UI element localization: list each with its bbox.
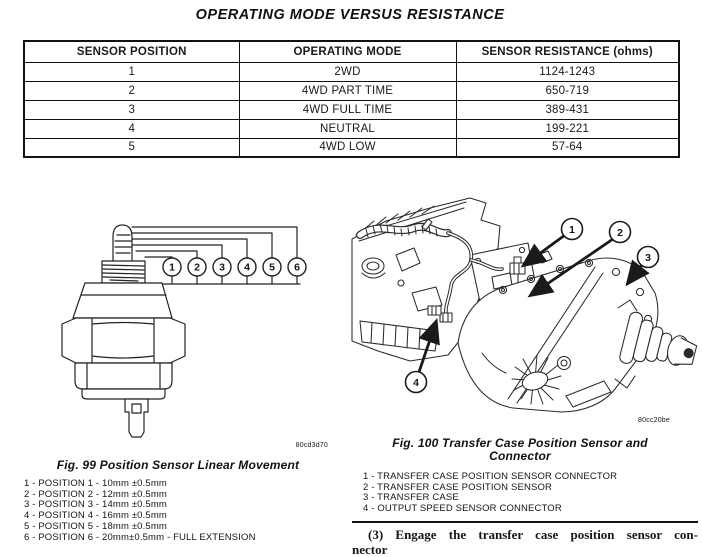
step-text-line: (3) Engage the transfer case position sensor con- (368, 527, 698, 542)
legend-item: 2 - TRANSFER CASE POSITION SENSOR (363, 481, 553, 493)
sensor-threads (102, 261, 145, 283)
fig99-callouts (163, 258, 306, 276)
output-speed-sensor-connector (428, 306, 441, 315)
sensor-plunger (113, 225, 132, 261)
cell-resistance: 199-221 (456, 119, 679, 138)
page-title: OPERATING MODE VERSUS RESISTANCE (195, 7, 505, 23)
table-header-row (24, 41, 679, 62)
cell-resistance: 1124-1243 (456, 62, 679, 81)
callout-3: 3 (219, 261, 225, 274)
legend-item: 4 - OUTPUT SPEED SENSOR CONNECTOR (363, 503, 562, 515)
table-row (24, 81, 679, 100)
table-row (24, 62, 679, 81)
step-text-clipped-line: nector (352, 542, 388, 557)
sensor-body-lower (75, 363, 172, 399)
table-row (24, 138, 679, 157)
cell-position: 4 (24, 119, 239, 138)
procedure-step-3 (352, 527, 698, 557)
fig100-caption-line2: Connector (489, 449, 551, 463)
cell-mode: 2WD (239, 62, 456, 81)
legend-item: 6 - POSITION 6 - 20mm±0.5mm - FULL EXTENSION (24, 531, 256, 543)
cell-mode: 4WD LOW (239, 138, 456, 157)
sensor-terminal-tab (125, 399, 148, 437)
fig100-caption-line1: Fig. 100 Transfer Case Position Sensor and (392, 436, 648, 450)
legend-item: 1 - POSITION 1 - 10mm ±0.5mm (24, 478, 167, 489)
callout-1: 1 (169, 261, 175, 274)
legend-item: 4 - POSITION 4 - 16mm ±0.5mm (24, 510, 167, 522)
cell-resistance: 650-719 (456, 81, 679, 100)
cell-position: 2 (24, 81, 239, 100)
legend-item: 1 - TRANSFER CASE POSITION SENSOR CONNECTOR (363, 471, 618, 482)
cell-position: 3 (24, 100, 239, 119)
col-header-sensor-position: SENSOR POSITION (24, 41, 239, 62)
fig100-code: 80cc20be (638, 417, 670, 424)
legend-item: 2 - POSITION 2 - 12mm ±0.5mm (24, 488, 167, 500)
callout-2: 2 (617, 227, 623, 239)
callout-2: 2 (194, 261, 200, 274)
cell-position: 5 (24, 138, 239, 157)
resistance-table (23, 40, 680, 158)
col-header-operating-mode: OPERATING MODE (239, 41, 456, 62)
legend-item: 5 - POSITION 5 - 18mm ±0.5mm (24, 520, 167, 532)
callout-6: 6 (294, 261, 300, 274)
table-row (24, 119, 679, 138)
callout-3: 3 (645, 252, 651, 264)
callout-4: 4 (413, 377, 419, 389)
cell-resistance: 389-431 (456, 100, 679, 119)
fig99-legend (24, 479, 256, 543)
sensor-body-upper (73, 283, 172, 318)
legend-item: 3 - TRANSFER CASE (363, 492, 459, 504)
callout-5: 5 (269, 261, 275, 274)
cell-mode: NEUTRAL (239, 119, 456, 138)
callout-4: 4 (244, 261, 250, 274)
fig100-caption (360, 437, 680, 463)
cell-mode: 4WD FULL TIME (239, 100, 456, 119)
fig100-legend (363, 472, 617, 515)
fig100-transfer-case-drawing (352, 193, 702, 433)
fig99-caption: Fig. 99 Position Sensor Linear Movement (56, 458, 300, 472)
cell-position: 1 (24, 62, 239, 81)
callout-1: 1 (569, 224, 575, 236)
cell-resistance: 57-64 (456, 138, 679, 157)
legend-item: 3 - POSITION 3 - 14mm ±0.5mm (24, 499, 167, 511)
sensor-hex-nut (62, 318, 185, 363)
col-header-sensor-resistance: SENSOR RESISTANCE (ohms) (456, 41, 679, 62)
section-divider (352, 521, 698, 523)
table-row (24, 100, 679, 119)
fig99-position-sensor-drawing (20, 195, 340, 455)
cell-mode: 4WD PART TIME (239, 81, 456, 100)
fig99-code: 80cd3d70 (295, 442, 328, 449)
